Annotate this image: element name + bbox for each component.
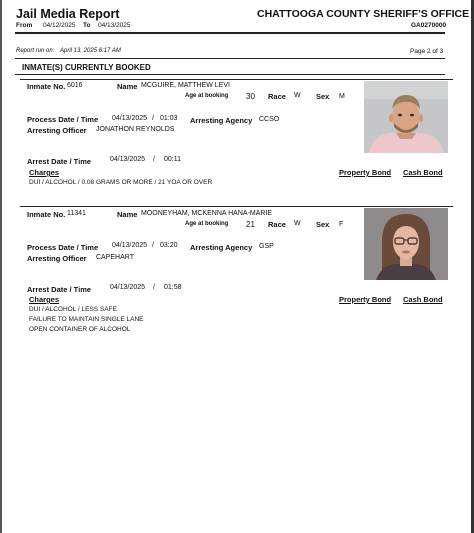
- mugshot-photo: [364, 208, 448, 280]
- inmate-no-value: 6016: [67, 82, 83, 89]
- cash-bond-label: Cash Bond: [403, 295, 443, 304]
- process-date: 04/13/2025: [112, 242, 148, 249]
- sex-value: F: [339, 221, 344, 228]
- record-rule: [20, 206, 453, 207]
- name-label: Name: [117, 82, 138, 91]
- charge-item: FAILURE TO MAINTAIN SINGLE LANE: [29, 316, 144, 323]
- process-time: 03:20: [160, 242, 178, 249]
- arrest-time: 00:11: [164, 156, 181, 163]
- age-value: 21: [246, 220, 255, 229]
- record-rule: [20, 79, 453, 80]
- age-value: 30: [246, 92, 255, 101]
- arrest-label: Arrest Date / Time: [27, 285, 92, 294]
- officer-label: Arresting Officer: [27, 126, 87, 135]
- property-bond-label: Property Bond: [339, 295, 392, 304]
- run-date: April 13, 2025 6:17 AM: [60, 48, 121, 54]
- arrest-slash: /: [153, 284, 155, 291]
- process-label: Process Date / Time: [27, 115, 99, 124]
- mugshot-photo: [364, 81, 448, 153]
- inmate-no-label: Inmate No.: [27, 82, 66, 91]
- agency-name: CHATTOOGA COUNTY SHERIFF'S OFFICE: [257, 8, 470, 20]
- process-slash: /: [152, 242, 154, 249]
- charge-item: DUI / ALCOHOL / 0.08 GRAMS OR MORE / 21 YOA OR OVER: [29, 179, 213, 186]
- ori-number: GA0270000: [411, 22, 447, 29]
- name-value: MCGUIRE, MATTHEW LEVI: [141, 82, 230, 89]
- process-label: Process Date / Time: [27, 243, 99, 252]
- race-value: W: [294, 220, 301, 227]
- to-date: 04/13/2025: [98, 22, 131, 29]
- race-value: W: [294, 92, 301, 99]
- charge-item: DUI / ALCOHOL / LESS SAFE: [29, 306, 117, 313]
- arrest-time: 01:58: [164, 284, 182, 291]
- property-bond-label: Property Bond: [339, 168, 392, 177]
- agency-value: CCSO: [259, 116, 280, 123]
- run-label: Report run on:: [16, 48, 55, 54]
- sex-label: Sex: [316, 92, 330, 101]
- arrest-slash: /: [153, 156, 155, 163]
- from-date: 04/12/2025: [43, 22, 76, 29]
- section-title: INMATE(S) CURRENTLY BOOKED: [22, 63, 151, 72]
- charges-label: Charges: [29, 295, 60, 304]
- race-label: Race: [268, 220, 286, 229]
- arrest-date: 04/13/2025: [110, 156, 146, 163]
- sex-value: M: [339, 93, 345, 100]
- agency-label: Arresting Agency: [190, 243, 253, 252]
- inmate-no-value: 11341: [67, 210, 86, 217]
- to-label: To: [83, 22, 91, 29]
- charges-label: Charges: [29, 168, 60, 177]
- process-slash: /: [152, 115, 154, 122]
- section-rule-top: [15, 58, 445, 59]
- name-value: MOONEYHAM, MCKENNA HANA-MARIE: [141, 210, 273, 217]
- left-page-edge: [0, 0, 2, 533]
- arrest-date: 04/13/2025: [110, 284, 146, 291]
- process-date: 04/13/2025: [112, 115, 148, 122]
- age-label: Age at booking: [185, 93, 229, 99]
- officer-value: JONATHON REYNOLDS: [96, 126, 175, 133]
- charge-item: OPEN CONTAINER OF ALCOHOL: [29, 326, 131, 333]
- header-rule: [15, 32, 445, 34]
- sex-label: Sex: [316, 220, 330, 229]
- arrest-label: Arrest Date / Time: [27, 157, 92, 166]
- inmate-no-label: Inmate No.: [27, 210, 66, 219]
- section-rule-bottom: [15, 74, 445, 75]
- report-title: Jail Media Report: [16, 7, 120, 21]
- officer-value: CAPEHART: [96, 254, 134, 261]
- from-label: From: [16, 22, 33, 29]
- cash-bond-label: Cash Bond: [403, 168, 443, 177]
- name-label: Name: [117, 210, 138, 219]
- agency-value: GSP: [259, 243, 274, 250]
- race-label: Race: [268, 92, 286, 101]
- agency-label: Arresting Agency: [190, 116, 253, 125]
- officer-label: Arresting Officer: [27, 254, 87, 263]
- age-label: Age at booking: [185, 221, 229, 227]
- page-number: Page 2 of 3: [410, 48, 444, 55]
- process-time: 01:03: [160, 115, 178, 122]
